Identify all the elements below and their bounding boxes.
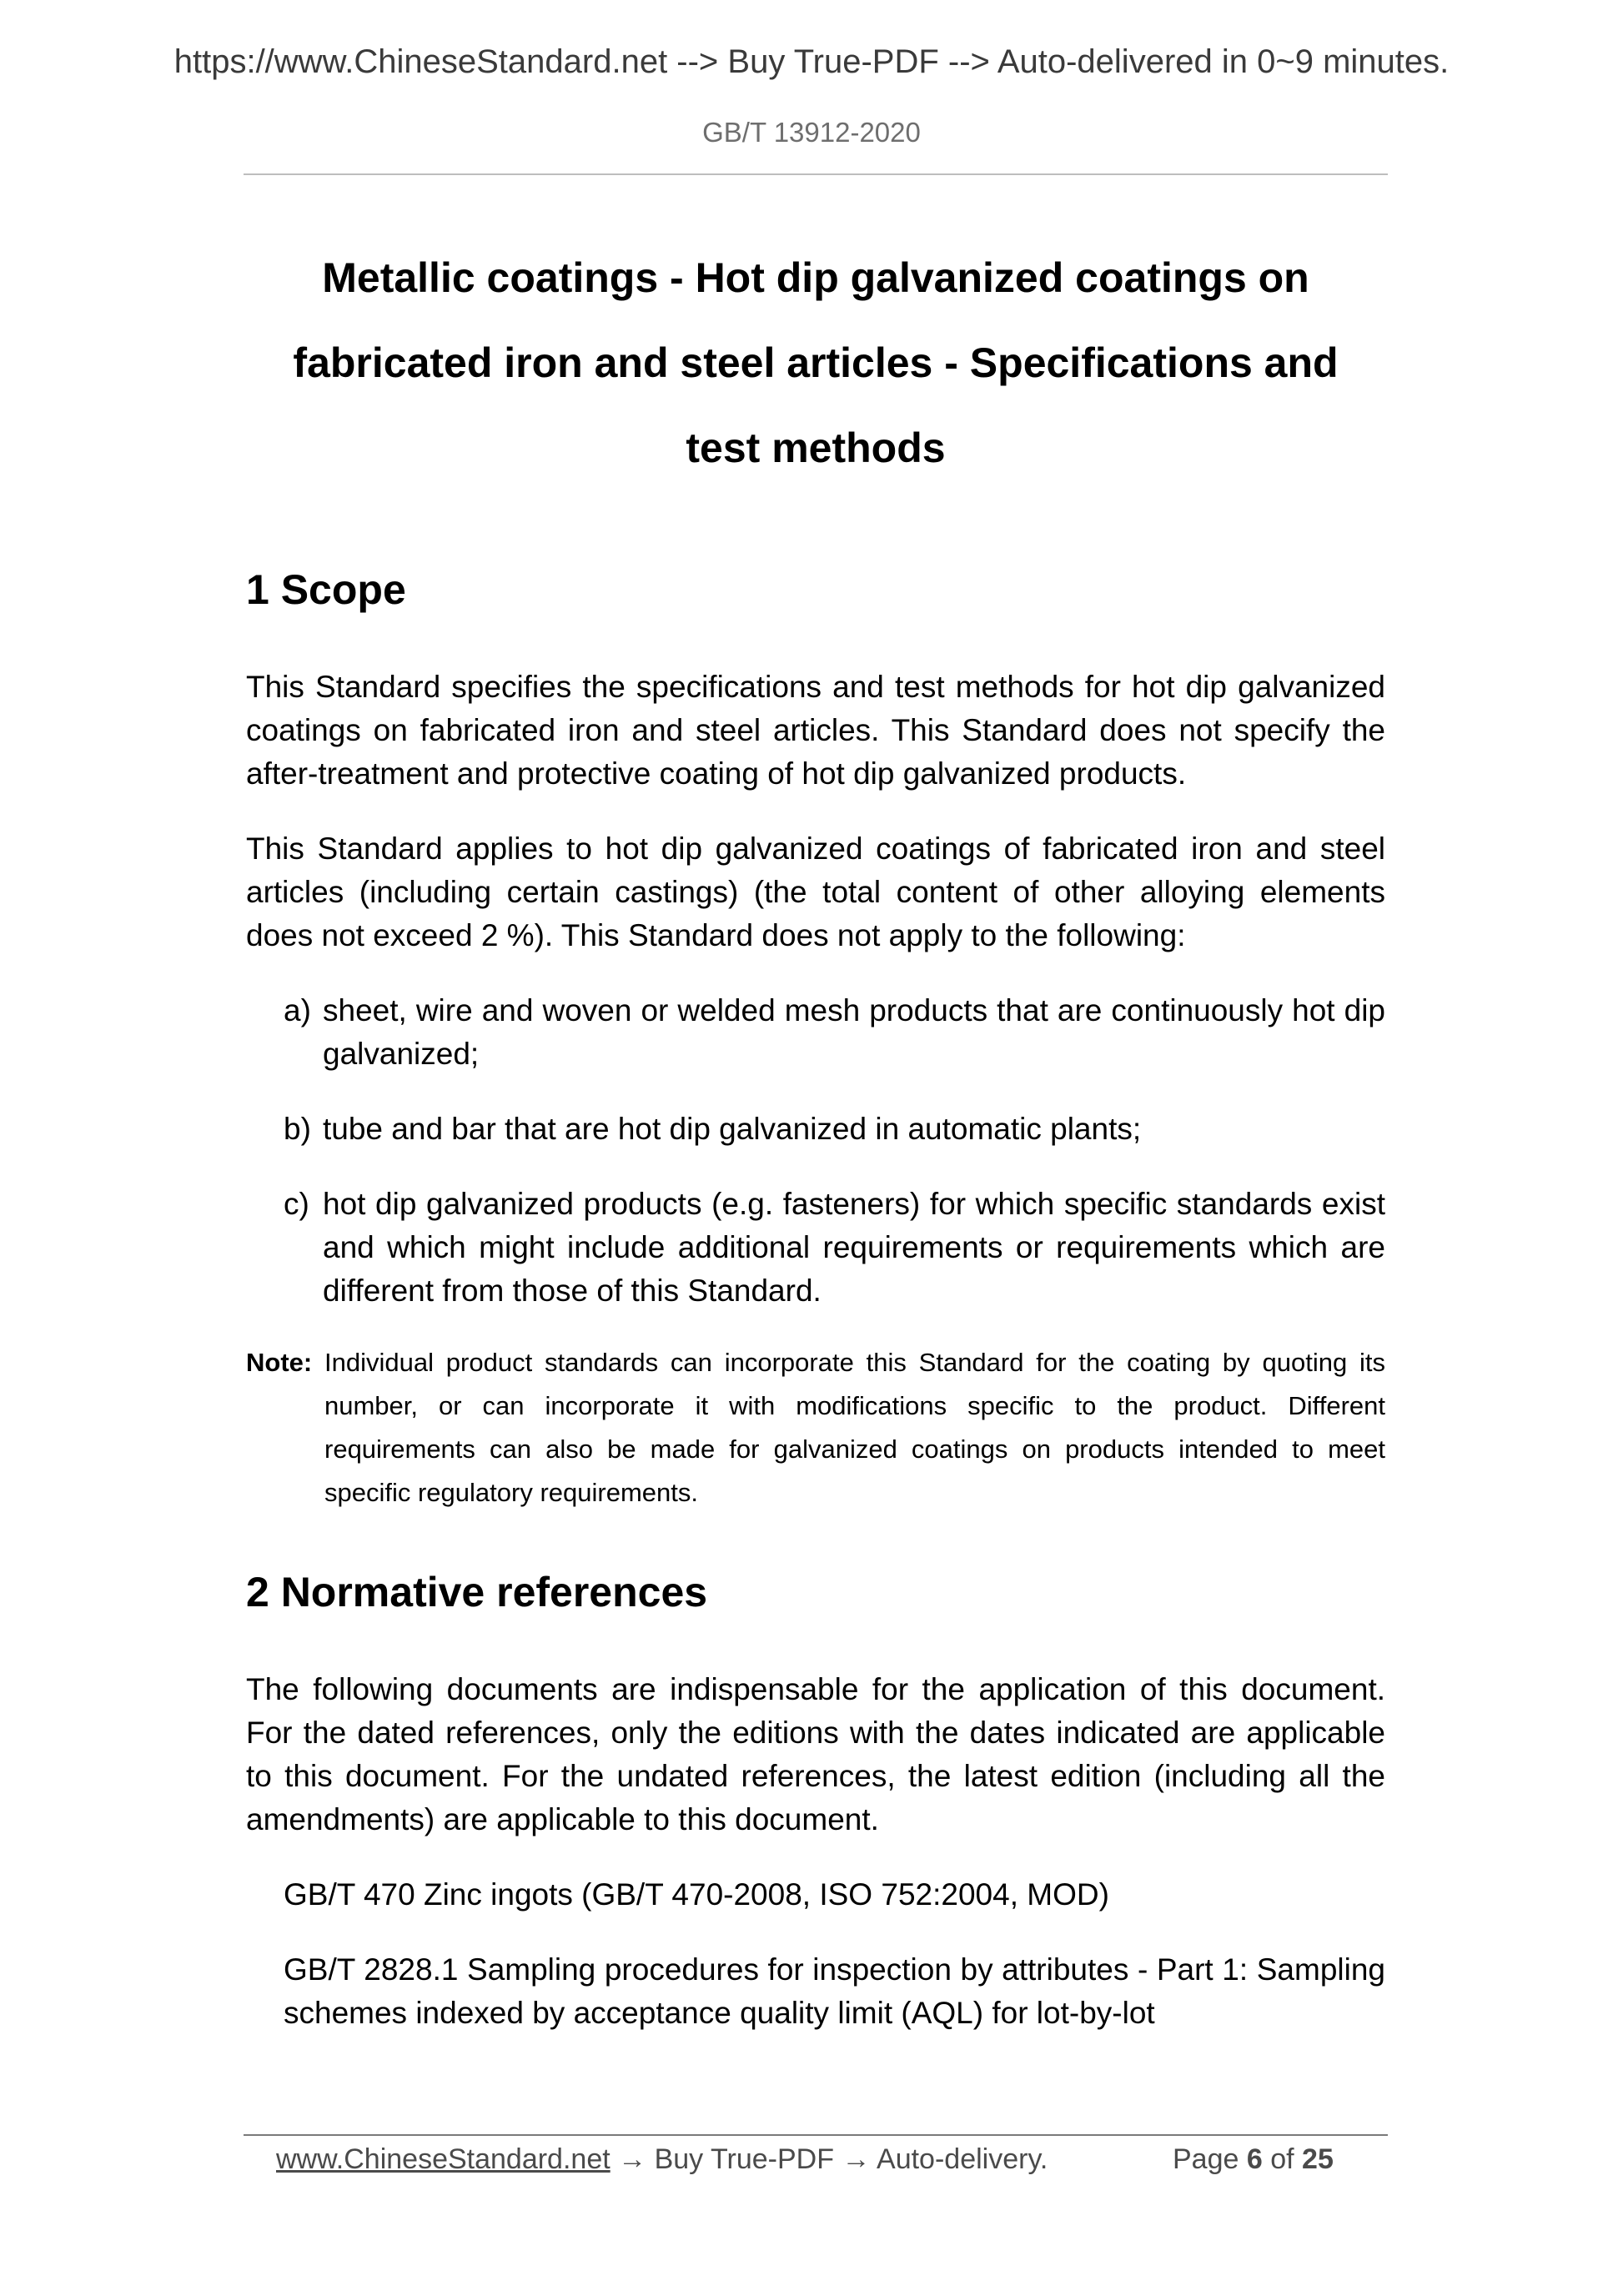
document-title	[244, 235, 1388, 490]
document-body	[246, 560, 1385, 2067]
url-banner: https://www.ChineseStandard.net --> Buy True-PDF --> Auto-delivered in 0~9 minutes.	[173, 43, 1450, 80]
scope-paragraph: This Standard specifies the specifications and test methods for hot dip galvanized coatings on fabricated iron and steel articles. This Standard does not specify the after-treatment and protective coating of hot dip galvanized products.	[246, 670, 1385, 791]
footer-website-link[interactable]: www.ChineseStandard.net	[276, 2143, 611, 2175]
exclusion-list-item	[284, 1108, 1385, 1151]
scope-paragraph: This Standard applies to hot dip galvanized coatings of fabricated iron and steel articles (including certain castings) (the total content of other alloying elements does not exceed 2 %). This Standard does not apply to the following:	[246, 831, 1385, 952]
footer-buy-text: Buy True-PDF	[654, 2143, 834, 2175]
reference-entry: GB/T 2828.1 Sampling procedures for inspection by attributes - Part 1: Sampling schemes indexed by acceptance quality limit (AQL) for lot-by-lot	[284, 1952, 1385, 2030]
list-item-label: c)	[284, 1187, 309, 1221]
right-arrow-icon: →	[842, 2143, 871, 2175]
scope-note	[246, 1341, 1385, 1515]
list-item-text: hot dip galvanized products (e.g. fasteners) for which specific standards exist and which might include additional requirements or requirements which are different from those of this Standard.	[323, 1187, 1385, 1308]
note-text: Individual product standards can incorporate this Standard for the coating by quoting its number, or can incorporate it with modifications specific to the product. Different requirements can also be made for galvanized coatings on products intended to meet specific regulatory requirements.	[324, 1348, 1385, 1507]
list-item-text: tube and bar that are hot dip galvanized in automatic plants;	[323, 1112, 1142, 1146]
footer-divider	[244, 2134, 1388, 2136]
page-number	[1173, 2138, 1334, 2181]
page-current: 6	[1246, 2143, 1263, 2175]
header-divider	[244, 173, 1388, 175]
section-heading-normative-references: 2 Normative references	[246, 1569, 708, 1615]
exclusion-list-item	[284, 989, 1385, 1076]
right-arrow-icon: →	[618, 2143, 647, 2175]
page-label: Page	[1173, 2143, 1239, 2175]
standard-code: GB/T 13912-2020	[702, 117, 921, 148]
footer-promo	[276, 2138, 1048, 2181]
title-line: Metallic coatings - Hot dip galvanized coatings on	[322, 254, 1309, 301]
footer-auto-text: Auto-delivery.	[877, 2143, 1048, 2175]
note-label: Note:	[246, 1348, 313, 1377]
title-line: fabricated iron and steel articles - Specifications and	[293, 339, 1339, 386]
list-item-text: sheet, wire and woven or welded mesh products that are continuously hot dip galvanized;	[323, 993, 1385, 1071]
exclusion-list-item	[284, 1183, 1385, 1313]
reference-entry: GB/T 470 Zinc ingots (GB/T 470-2008, ISO 752:2004, MOD)	[284, 1877, 1109, 1912]
page-total: 25	[1302, 2143, 1334, 2175]
list-item-label: a)	[284, 993, 311, 1027]
list-item-label: b)	[284, 1112, 311, 1146]
references-paragraph: The following documents are indispensable for the application of this document. For the dated references, only the editions with the dates indicated are applicable to this document. For the undated references, the latest edition (including all the amendments) are applicable to this document.	[246, 1672, 1385, 1836]
title-line: test methods	[686, 425, 946, 471]
page-of: of	[1270, 2143, 1294, 2175]
section-heading-scope: 1 Scope	[246, 566, 406, 613]
